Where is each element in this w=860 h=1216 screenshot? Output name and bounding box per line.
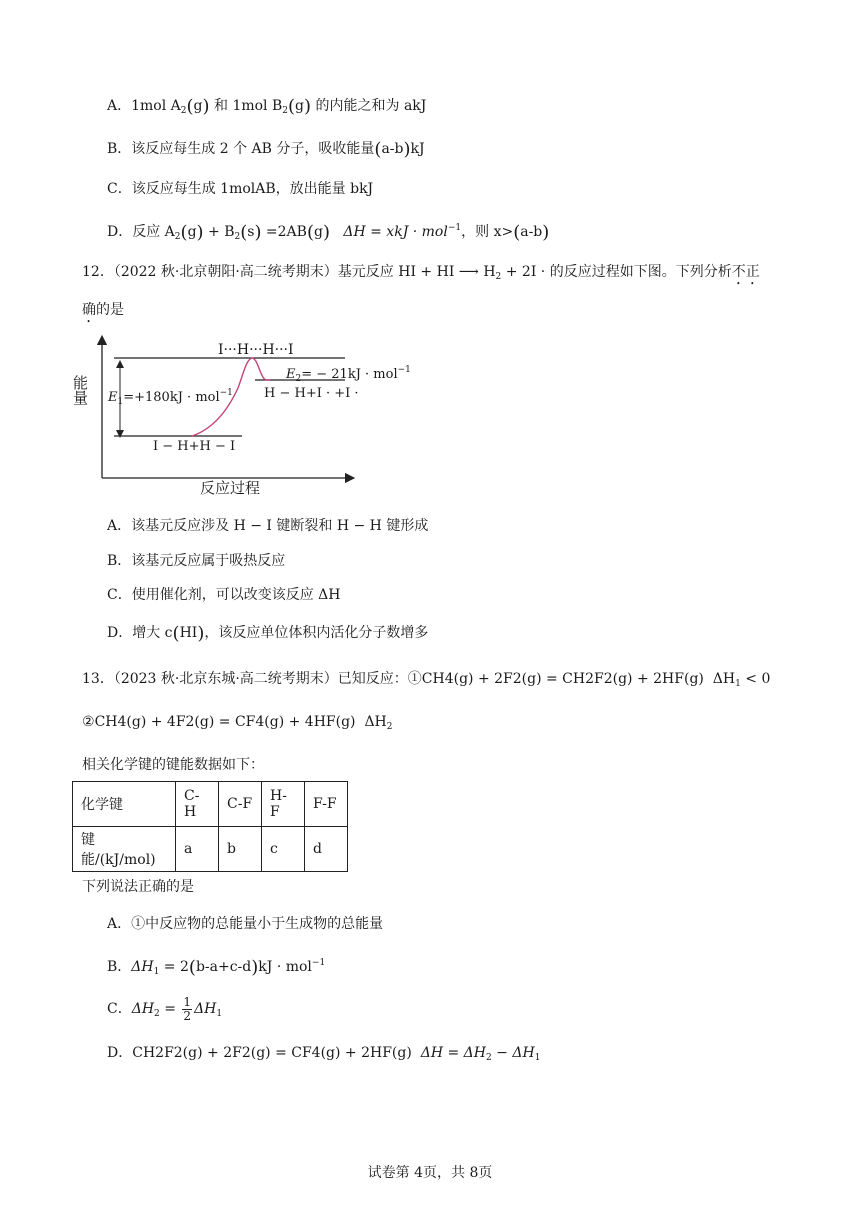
q12-option-b: B．该基元反应属于吸热反应 (107, 553, 286, 569)
table-cell: 键能/(kJ/mol) (73, 827, 176, 872)
q11-option-d: D．反应 $A_2(g) + B_2(s) =2AB(g)$ ΔH = xkJ · mol$^{-1}$，则 x>(a-b) (107, 222, 550, 243)
page-footer: 试卷第 4页，共 8页 (367, 1165, 493, 1181)
q12-stem: 12．（2022 秋·北京朝阳·高二统考期末）基元反应 HI + HI ⟶ $H_2 + 2I$ · 的反应过程如下图。下列分析不正 (82, 264, 760, 282)
bond-energy-table (72, 781, 348, 872)
q13-reaction-2: ②CH4(g) + 4F2(g) = CF4(g) + 4HF(g) $\Delta H_2$ (82, 714, 393, 732)
q13-option-a: A．①中反应物的总能量小于生成物的总能量 (107, 916, 384, 932)
q13-option-c: C．$\Delta H_2$ = $\frac{1}{2}$ $\Delta H_1$ (107, 994, 223, 1023)
q11-option-c: C．该反应每生成 1molAB，放出能量 bkJ (107, 181, 374, 197)
table-cell: 化学键 (73, 782, 176, 827)
q12-option-d: D．增大 c(HI)，该反应单位体积内活化分子数增多 (107, 623, 429, 644)
fraction: $\frac{1}{2}$ (183, 994, 192, 1023)
reactant-label: I − H+H − I (153, 439, 236, 454)
ts-label: I···H···H···I (218, 342, 294, 358)
table-cell: c (262, 827, 305, 872)
q11-option-a: A．1mol $A_2(g)$ 和 1mol $B_2(g)$ 的内能之和为 akJ (107, 96, 427, 117)
e2-label: $E_2= - 21kJ \cdot mol^{-1}$ (286, 365, 411, 384)
e1-label: $E_1=+180kJ \cdot mol^{-1}$ (108, 388, 233, 407)
q12-stem-line2: 确的是 (82, 302, 124, 318)
q13-table-intro: 相关化学键的键能数据如下： (82, 757, 264, 773)
product-label: H − H+I · +I · (264, 386, 359, 401)
q13-option-d: D．CH2F2(g) + 2F2(g) = CF4(g) + 2HF(g) $\Delta H = \Delta H_2 - \Delta H_1$ (107, 1045, 541, 1063)
table-row (73, 827, 348, 872)
table-cell: H-F (262, 782, 305, 827)
diagram-xlabel: 反应过程 (200, 479, 261, 497)
q13-question: 下列说法正确的是 (82, 879, 194, 895)
table-cell: C-F (219, 782, 262, 827)
table-cell: d (305, 827, 348, 872)
q13-stem: 13．（2023 秋·北京东城·高二统考期末）已知反应：①CH4(g) + 2F2(g) = CH2F2(g) + 2HF(g) $\Delta H_1 < 0$ (82, 671, 771, 689)
q12-option-c: C．使用催化剂，可以改变该反应 ΔH (107, 587, 341, 603)
q13-option-b: B．$\Delta H_1 = 2(b-a+c-d)kJ \cdot mol^{-1}$ (107, 957, 326, 978)
diagram-ylabel: 能量 (71, 375, 89, 405)
table-cell: C-H (176, 782, 219, 827)
q11-option-b: B．该反应每生成 2 个 AB 分子，吸收能量(a-b)kJ (107, 139, 425, 160)
table-row (73, 782, 348, 827)
q12-option-a: A．该基元反应涉及 H − I 键断裂和 H − H 键形成 (107, 518, 429, 534)
table-cell: F-F (305, 782, 348, 827)
table-cell: b (219, 827, 262, 872)
table-cell: a (176, 827, 219, 872)
